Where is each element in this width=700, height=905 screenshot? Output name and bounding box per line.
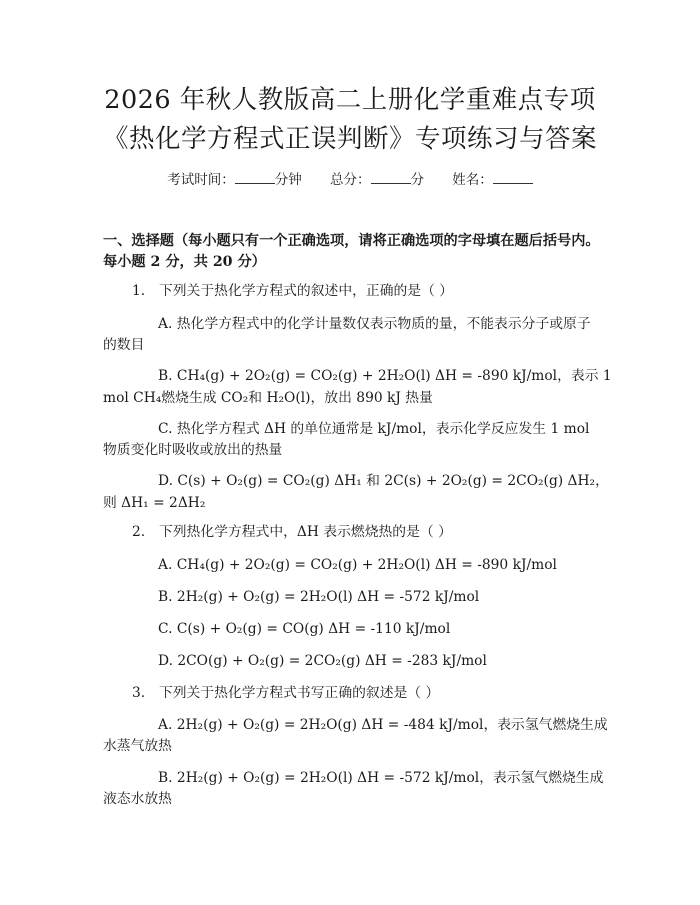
exam-time-field [167,168,302,188]
question-2-option-b: B. 2H₂(g) + O₂(g) = 2H₂O(l) ΔH = -572 kJ/mol [158,589,480,605]
name-blank [493,171,533,184]
score-label: 总分： [330,172,371,188]
name-label: 姓名： [452,172,493,188]
score-field [330,168,424,188]
exam-time-unit: 分钟 [274,172,302,188]
question-1-option-a-cont: 的数目 [103,337,145,353]
exam-time-label: 考试时间： [167,172,235,188]
score-blank [371,171,411,184]
question-1-option-c-cont: 物质变化时吸收或放出的热量 [103,442,283,458]
question-1-option-b-cont: mol CH₄燃烧生成 CO₂和 H₂O(l)，放出 890 kJ 热量 [103,390,433,406]
title-line-2: 《热化学方程式正误判断》专项练习与答案 [102,124,597,154]
name-field [452,168,533,188]
question-1-option-d: D. C(s) + O₂(g) = CO₂(g) ΔH₁ 和 2C(s) + 2O₂(g) = 2CO₂(g) ΔH₂， [158,473,609,489]
exam-time-blank [235,171,275,184]
question-3-option-b: B. 2H₂(g) + O₂(g) = 2H₂O(l) ΔH = -572 kJ/mol，表示氢气燃烧生成 [158,770,604,786]
section-heading-line-1: 一、选择题（每小题只有一个正确选项，请将正确选项的字母填在题后括号内。 [103,233,600,249]
question-1-stem: 1. 下列关于热化学方程式的叙述中，正确的是（ ） [132,283,454,299]
question-3-stem: 3. 下列关于热化学方程式书写正确的叙述是（ ） [132,685,440,701]
question-2-stem: 2. 下列热化学方程式中，ΔH 表示燃烧热的是（ ） [132,524,452,540]
question-3-option-a-cont: 水蒸气放热 [103,738,172,754]
question-3-option-b-cont: 液态水放热 [103,791,172,807]
section-heading-line-2: 每小题 2 分，共 20 分） [103,254,266,270]
question-2-option-d: D. 2CO(g) + O₂(g) = 2CO₂(g) ΔH = -283 kJ/mol [158,653,487,669]
question-3-option-a: A. 2H₂(g) + O₂(g) = 2H₂O(g) ΔH = -484 kJ/mol，表示氢气燃烧生成 [158,717,608,733]
question-2-option-a: A. CH₄(g) + 2O₂(g) = CO₂(g) + 2H₂O(l) ΔH = -890 kJ/mol [158,557,557,573]
section-heading [103,231,603,273]
question-1-option-a: A. 热化学方程式中的化学计量数仅表示物质的量，不能表示分子或原子 [158,316,591,332]
question-1-option-d-cont: 则 ΔH₁ = 2ΔH₂ [103,495,206,511]
question-1-option-c: C. 热化学方程式 ΔH 的单位通常是 kJ/mol，表示化学反应发生 1 mol [158,421,590,437]
question-2-option-c: C. C(s) + O₂(g) = CO(g) ΔH = -110 kJ/mol [158,621,451,637]
score-unit: 分 [410,172,424,188]
question-1-option-b: B. CH₄(g) + 2O₂(g) = CO₂(g) + 2H₂O(l) ΔH = -890 kJ/mol，表示 1 [158,368,612,384]
exam-info-row [0,168,700,188]
title-line-1: 2026 年秋人教版高二上册化学重难点专项 [104,85,596,115]
